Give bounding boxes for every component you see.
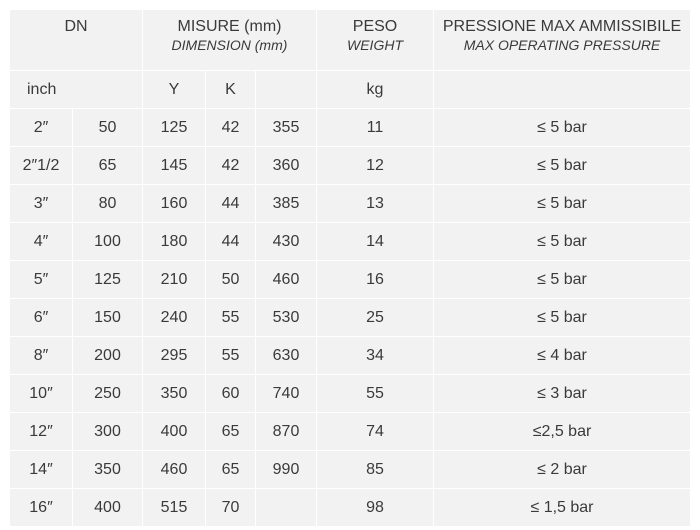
- pressure-cell: ≤ 3 bar: [434, 375, 691, 413]
- inch-cell: 8″: [10, 337, 73, 375]
- inch-cell: 4″: [10, 223, 73, 261]
- units-row: [10, 71, 691, 109]
- dimension-header-cell: [143, 10, 317, 71]
- dn-cell: 65: [73, 147, 143, 185]
- inch-unit: inch: [10, 71, 143, 109]
- dn-cell: 250: [73, 375, 143, 413]
- pressure-cell: ≤ 5 bar: [434, 261, 691, 299]
- peso-header: PESO: [352, 18, 398, 35]
- inch-cell: 6″: [10, 299, 73, 337]
- inch-cell: 5″: [10, 261, 73, 299]
- y-cell: 145: [143, 147, 206, 185]
- k-cell: 50: [206, 261, 256, 299]
- table-row: [10, 185, 691, 223]
- k-cell: 44: [206, 185, 256, 223]
- inch-cell: 3″: [10, 185, 73, 223]
- k-cell: 44: [206, 223, 256, 261]
- pressure-cell: ≤ 5 bar: [434, 223, 691, 261]
- k-cell: 55: [206, 337, 256, 375]
- inch-cell: 2″1/2: [10, 147, 73, 185]
- l-cell: 355: [256, 109, 317, 147]
- y-cell: 240: [143, 299, 206, 337]
- table-body: [10, 10, 691, 527]
- dn-cell: 125: [73, 261, 143, 299]
- dn-cell: 200: [73, 337, 143, 375]
- inch-cell: 16″: [10, 489, 73, 527]
- y-cell: 400: [143, 413, 206, 451]
- k-cell: 70: [206, 489, 256, 527]
- k-cell: 42: [206, 109, 256, 147]
- dn-cell: 100: [73, 223, 143, 261]
- pressure-cell: ≤ 5 bar: [434, 299, 691, 337]
- l-cell: 385: [256, 185, 317, 223]
- l-cell: 740: [256, 375, 317, 413]
- weight-cell: 74: [317, 413, 434, 451]
- inch-cell: 12″: [10, 413, 73, 451]
- empty-unit: [256, 71, 317, 109]
- max-pressure-header: MAX OPERATING PRESSURE: [463, 37, 661, 53]
- header-row: [10, 10, 691, 71]
- dn-cell: 350: [73, 451, 143, 489]
- dn-cell: 150: [73, 299, 143, 337]
- dn-cell: 50: [73, 109, 143, 147]
- weight-cell: 12: [317, 147, 434, 185]
- y-unit: Y: [143, 71, 206, 109]
- l-cell: 630: [256, 337, 317, 375]
- pressure-cell: ≤ 5 bar: [434, 109, 691, 147]
- l-cell: 530: [256, 299, 317, 337]
- pressure-cell: ≤ 5 bar: [434, 147, 691, 185]
- weight-header-cell: [317, 10, 434, 71]
- inch-cell: 10″: [10, 375, 73, 413]
- pressure-cell: ≤2,5 bar: [434, 413, 691, 451]
- weight-cell: 55: [317, 375, 434, 413]
- y-cell: 295: [143, 337, 206, 375]
- y-cell: 350: [143, 375, 206, 413]
- k-cell: 60: [206, 375, 256, 413]
- weight-cell: 11: [317, 109, 434, 147]
- dn-cell: 300: [73, 413, 143, 451]
- table-row: [10, 451, 691, 489]
- kg-unit: kg: [317, 71, 434, 109]
- empty-unit: [434, 71, 691, 109]
- misure-header: MISURE (mm): [177, 18, 282, 35]
- weight-cell: 16: [317, 261, 434, 299]
- weight-cell: 85: [317, 451, 434, 489]
- table-row: [10, 337, 691, 375]
- weight-cell: 98: [317, 489, 434, 527]
- table-row: [10, 109, 691, 147]
- pressure-cell: ≤ 1,5 bar: [434, 489, 691, 527]
- k-cell: 55: [206, 299, 256, 337]
- table-row: [10, 261, 691, 299]
- l-cell: 990: [256, 451, 317, 489]
- dn-header-cell: [10, 10, 143, 71]
- weight-cell: 34: [317, 337, 434, 375]
- l-cell: 360: [256, 147, 317, 185]
- y-cell: 460: [143, 451, 206, 489]
- l-cell: [256, 489, 317, 527]
- k-cell: 65: [206, 413, 256, 451]
- pressure-cell: ≤ 5 bar: [434, 185, 691, 223]
- dn-header: DN: [64, 18, 88, 35]
- table-row: [10, 223, 691, 261]
- spec-table: [9, 9, 691, 527]
- k-cell: 65: [206, 451, 256, 489]
- y-cell: 180: [143, 223, 206, 261]
- weight-cell: 14: [317, 223, 434, 261]
- pressure-cell: ≤ 4 bar: [434, 337, 691, 375]
- pressione-header: PRESSIONE MAX AMMISSIBILE: [442, 18, 682, 35]
- weight-header: WEIGHT: [347, 37, 403, 53]
- inch-cell: 2″: [10, 109, 73, 147]
- dimension-header: DIMENSION (mm): [171, 37, 288, 53]
- dn-cell: 400: [73, 489, 143, 527]
- l-cell: 870: [256, 413, 317, 451]
- dn-cell: 80: [73, 185, 143, 223]
- k-cell: 42: [206, 147, 256, 185]
- l-cell: 430: [256, 223, 317, 261]
- y-cell: 125: [143, 109, 206, 147]
- y-cell: 515: [143, 489, 206, 527]
- table-row: [10, 413, 691, 451]
- pressure-header-cell: [434, 10, 691, 71]
- table-row: [10, 147, 691, 185]
- pressure-cell: ≤ 2 bar: [434, 451, 691, 489]
- table-row: [10, 375, 691, 413]
- k-unit: K: [206, 71, 256, 109]
- table-row: [10, 299, 691, 337]
- y-cell: 210: [143, 261, 206, 299]
- weight-cell: 25: [317, 299, 434, 337]
- table-row: [10, 489, 691, 527]
- weight-cell: 13: [317, 185, 434, 223]
- l-cell: 460: [256, 261, 317, 299]
- inch-cell: 14″: [10, 451, 73, 489]
- y-cell: 160: [143, 185, 206, 223]
